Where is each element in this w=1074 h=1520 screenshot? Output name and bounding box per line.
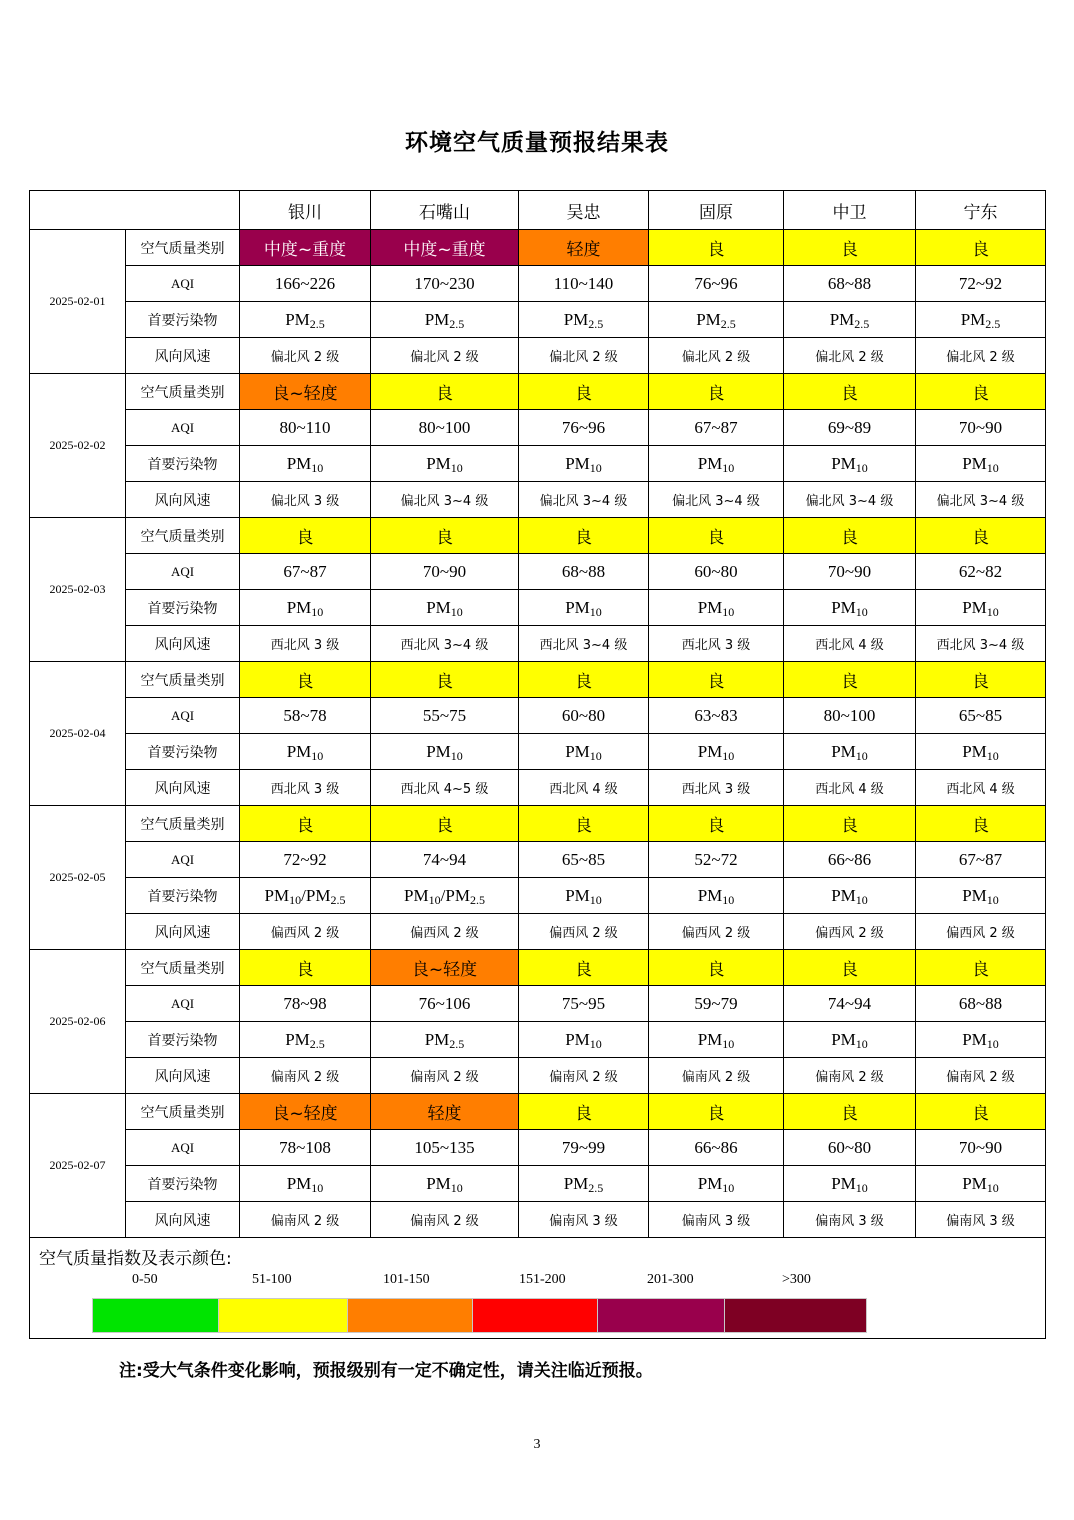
aqi-value-cell: 62~82 [916,554,1046,590]
row-label-pollutant: 首要污染物 [126,1022,240,1058]
pollutant-cell: $PM_{10}$ [916,734,1046,770]
aqi-category-cell: 良 [371,374,519,410]
pollutant-cell: $PM_{2.5}$ [240,302,371,338]
category-row [30,374,1046,410]
wind-cell: 偏西风 2 级 [371,914,519,950]
legend [30,1238,1045,1338]
pollutant-cell: $PM_{10}$ [371,734,519,770]
aqi-value-cell: 52~72 [649,842,784,878]
forecast-table [29,190,1046,1339]
aqi-category-cell: 轻度 [371,1094,519,1130]
date-cell: 2025-02-05 [30,806,126,950]
aqi-row [30,410,1046,446]
aqi-value-cell: 66~86 [784,842,916,878]
wind-cell: 西北风 3 级 [240,770,371,806]
wind-cell: 偏西风 2 级 [519,914,649,950]
aqi-category-cell: 良~轻度 [371,950,519,986]
aqi-category-cell: 良 [649,806,784,842]
pollutant-cell: $PM_{2.5}$ [916,302,1046,338]
aqi-value-cell: 65~85 [916,698,1046,734]
wind-cell: 偏南风 3 级 [649,1202,784,1238]
row-label-wind: 风向风速 [126,338,240,374]
pollutant-cell: $PM_{10}$ [784,590,916,626]
legend-range-label: >300 [782,1272,811,1287]
legend-color-swatch [472,1298,598,1333]
aqi-category-cell: 良 [784,1094,916,1130]
aqi-category-cell: 良 [784,806,916,842]
legend-range-label: 51-100 [252,1272,292,1287]
aqi-value-cell: 55~75 [371,698,519,734]
pollutant-cell: $PM_{10}$ [784,1166,916,1202]
row-label-category: 空气质量类别 [126,230,240,266]
wind-row [30,1058,1046,1094]
wind-cell: 偏西风 2 级 [240,914,371,950]
pollutant-cell: $PM_{10}$ [784,878,916,914]
aqi-category-cell: 良 [916,374,1046,410]
aqi-value-cell: 68~88 [519,554,649,590]
aqi-value-cell: 72~92 [240,842,371,878]
aqi-value-cell: 67~87 [916,842,1046,878]
wind-row [30,482,1046,518]
aqi-category-cell: 良 [649,1094,784,1130]
wind-cell: 偏北风 3~4 级 [519,482,649,518]
aqi-value-cell: 58~78 [240,698,371,734]
date-cell: 2025-02-04 [30,662,126,806]
aqi-category-cell: 良 [371,662,519,698]
pollutant-cell: $PM_{10}$ [649,590,784,626]
aqi-value-cell: 76~96 [649,266,784,302]
wind-cell: 偏南风 3 级 [916,1202,1046,1238]
aqi-category-cell: 良 [240,662,371,698]
legend-title: 空气质量指数及表示颜色: [39,1249,232,1269]
row-label-wind: 风向风速 [126,1202,240,1238]
wind-row [30,338,1046,374]
wind-cell: 偏西风 2 级 [784,914,916,950]
pollutant-cell: $PM_{10}$ [371,1166,519,1202]
aqi-row [30,698,1046,734]
aqi-row [30,986,1046,1022]
pollutant-cell: $PM_{10}$ [784,734,916,770]
aqi-category-cell: 良 [649,950,784,986]
aqi-value-cell: 105~135 [371,1130,519,1166]
pollutant-row [30,1022,1046,1058]
date-cell: 2025-02-02 [30,374,126,518]
wind-cell: 西北风 3 级 [240,626,371,662]
pollutant-cell: $PM_{2.5}$ [519,1166,649,1202]
aqi-category-cell: 良 [784,374,916,410]
aqi-category-cell: 中度~重度 [240,230,371,266]
pollutant-cell: $PM_{10}$ [916,1022,1046,1058]
pollutant-cell: $PM_{10}$ [240,590,371,626]
wind-cell: 西北风 3~4 级 [371,626,519,662]
aqi-category-cell: 良 [784,518,916,554]
pollutant-cell: $PM_{2.5}$ [240,1022,371,1058]
row-label-pollutant: 首要污染物 [126,590,240,626]
wind-cell: 偏南风 2 级 [916,1058,1046,1094]
aqi-category-cell: 良 [519,374,649,410]
row-label-pollutant: 首要污染物 [126,302,240,338]
wind-cell: 偏西风 2 级 [916,914,1046,950]
city-header: 宁东 [916,191,1046,230]
city-header: 吴忠 [519,191,649,230]
pollutant-cell: $PM_{2.5}$ [371,1022,519,1058]
pollutant-row [30,878,1046,914]
wind-cell: 偏南风 3 级 [784,1202,916,1238]
aqi-category-cell: 良 [519,950,649,986]
pollutant-cell: $PM_{10}$ [649,1166,784,1202]
aqi-value-cell: 67~87 [240,554,371,590]
aqi-value-cell: 75~95 [519,986,649,1022]
aqi-value-cell: 60~80 [649,554,784,590]
row-label-wind: 风向风速 [126,770,240,806]
pollutant-cell: $PM_{10}$ [240,734,371,770]
row-label-category: 空气质量类别 [126,950,240,986]
pollutant-cell: $PM_{10}$ [916,878,1046,914]
pollutant-cell: $PM_{10}$ [649,734,784,770]
pollutant-row [30,734,1046,770]
wind-cell: 偏北风 2 级 [519,338,649,374]
aqi-category-cell: 良 [649,662,784,698]
aqi-value-cell: 78~108 [240,1130,371,1166]
pollutant-cell: $PM_{10}$ [649,446,784,482]
aqi-category-cell: 中度~重度 [371,230,519,266]
pollutant-cell: $PM_{2.5}$ [784,302,916,338]
page-number: 3 [533,1437,541,1452]
wind-cell: 西北风 4 级 [519,770,649,806]
row-label-category: 空气质量类别 [126,518,240,554]
aqi-value-cell: 60~80 [784,1130,916,1166]
row-label-aqi: AQI [126,410,240,446]
aqi-value-cell: 80~100 [784,698,916,734]
aqi-value-cell: 59~79 [649,986,784,1022]
aqi-value-cell: 170~230 [371,266,519,302]
legend-range-label: 101-150 [383,1272,430,1287]
row-label-pollutant: 首要污染物 [126,1166,240,1202]
aqi-row [30,266,1046,302]
aqi-category-cell: 良 [649,374,784,410]
aqi-value-cell: 68~88 [784,266,916,302]
pollutant-cell: $PM_{10}$ [519,446,649,482]
aqi-category-cell: 良 [784,230,916,266]
aqi-category-cell: 良 [916,806,1046,842]
row-label-category: 空气质量类别 [126,1094,240,1130]
forecast-note: 注:受大气条件变化影响，预报级别有一定不确定性，请关注临近预报。 [119,1361,653,1381]
wind-cell: 偏北风 3~4 级 [916,482,1046,518]
wind-cell: 西北风 4 级 [916,770,1046,806]
aqi-value-cell: 80~110 [240,410,371,446]
aqi-category-cell: 良 [784,662,916,698]
page-title: 环境空气质量预报结果表 [405,130,669,156]
wind-cell: 偏南风 2 级 [519,1058,649,1094]
pollutant-row [30,1166,1046,1202]
aqi-value-cell: 70~90 [916,410,1046,446]
pollutant-row [30,446,1046,482]
aqi-value-cell: 69~89 [784,410,916,446]
row-label-aqi: AQI [126,554,240,590]
aqi-value-cell: 66~86 [649,1130,784,1166]
pollutant-cell: $PM_{10}$ [519,734,649,770]
pollutant-cell: $PM_{10}$ [784,1022,916,1058]
pollutant-cell: $PM_{10}$ [371,446,519,482]
header-row [30,191,1046,230]
aqi-category-cell: 良 [649,230,784,266]
aqi-value-cell: 65~85 [519,842,649,878]
corner-cell [30,191,240,230]
aqi-value-cell: 80~100 [371,410,519,446]
aqi-category-cell: 良 [916,230,1046,266]
aqi-category-cell: 良~轻度 [240,1094,371,1130]
date-cell: 2025-02-06 [30,950,126,1094]
pollutant-cell: $PM_{10}$ [240,446,371,482]
aqi-category-cell: 良 [371,518,519,554]
aqi-category-cell: 良 [240,806,371,842]
wind-cell: 偏北风 2 级 [371,338,519,374]
legend-row [30,1238,1046,1339]
aqi-value-cell: 74~94 [371,842,519,878]
wind-cell: 偏南风 2 级 [240,1058,371,1094]
wind-row [30,626,1046,662]
city-header: 固原 [649,191,784,230]
date-cell: 2025-02-03 [30,518,126,662]
aqi-row [30,554,1046,590]
aqi-category-cell: 良 [519,806,649,842]
wind-row [30,770,1046,806]
wind-row [30,914,1046,950]
row-label-category: 空气质量类别 [126,806,240,842]
pollutant-cell: $PM_{2.5}$ [649,302,784,338]
row-label-wind: 风向风速 [126,626,240,662]
pollutant-cell: $PM_{10}/PM_{2.5}$ [240,878,371,914]
aqi-value-cell: 78~98 [240,986,371,1022]
wind-cell: 偏北风 2 级 [916,338,1046,374]
row-label-pollutant: 首要污染物 [126,878,240,914]
wind-cell: 偏南风 2 级 [371,1202,519,1238]
pollutant-cell: $PM_{10}$ [784,446,916,482]
aqi-value-cell: 67~87 [649,410,784,446]
wind-cell: 偏西风 2 级 [649,914,784,950]
row-label-pollutant: 首要污染物 [126,734,240,770]
pollutant-cell: $PM_{10}$ [519,878,649,914]
aqi-value-cell: 110~140 [519,266,649,302]
aqi-value-cell: 70~90 [371,554,519,590]
wind-cell: 西北风 3~4 级 [519,626,649,662]
aqi-category-cell: 良 [916,518,1046,554]
city-header: 石嘴山 [371,191,519,230]
pollutant-cell: $PM_{2.5}$ [371,302,519,338]
legend-color-swatch [597,1298,725,1333]
aqi-category-cell: 良 [240,950,371,986]
aqi-category-cell: 良~轻度 [240,374,371,410]
wind-cell: 偏南风 2 级 [784,1058,916,1094]
city-header: 银川 [240,191,371,230]
wind-cell: 偏北风 3 级 [240,482,371,518]
pollutant-cell: $PM_{10}$ [371,590,519,626]
date-cell: 2025-02-07 [30,1094,126,1238]
aqi-category-cell: 良 [519,1094,649,1130]
aqi-category-cell: 良 [916,662,1046,698]
wind-cell: 西北风 4~5 级 [371,770,519,806]
row-label-aqi: AQI [126,698,240,734]
wind-cell: 西北风 3~4 级 [916,626,1046,662]
pollutant-cell: $PM_{10}/PM_{2.5}$ [371,878,519,914]
aqi-value-cell: 70~90 [916,1130,1046,1166]
row-label-aqi: AQI [126,986,240,1022]
pollutant-row [30,302,1046,338]
aqi-value-cell: 72~92 [916,266,1046,302]
pollutant-cell: $PM_{2.5}$ [519,302,649,338]
legend-color-swatch [218,1298,348,1333]
category-row [30,662,1046,698]
legend-color-swatch [724,1298,867,1333]
date-cell: 2025-02-01 [30,230,126,374]
wind-row [30,1202,1046,1238]
wind-cell: 偏北风 2 级 [649,338,784,374]
row-label-pollutant: 首要污染物 [126,446,240,482]
city-header: 中卫 [784,191,916,230]
pollutant-cell: $PM_{10}$ [916,446,1046,482]
row-label-aqi: AQI [126,1130,240,1166]
wind-cell: 西北风 3 级 [649,626,784,662]
aqi-category-cell: 良 [371,806,519,842]
wind-cell: 西北风 4 级 [784,626,916,662]
wind-cell: 偏南风 2 级 [240,1202,371,1238]
aqi-value-cell: 79~99 [519,1130,649,1166]
row-label-wind: 风向风速 [126,482,240,518]
row-label-aqi: AQI [126,842,240,878]
row-label-category: 空气质量类别 [126,662,240,698]
aqi-value-cell: 76~96 [519,410,649,446]
pollutant-cell: $PM_{10}$ [916,590,1046,626]
aqi-category-cell: 良 [519,518,649,554]
aqi-category-cell: 良 [784,950,916,986]
legend-color-swatch [347,1298,473,1333]
wind-cell: 偏北风 3~4 级 [371,482,519,518]
aqi-category-cell: 良 [519,662,649,698]
aqi-category-cell: 良 [916,1094,1046,1130]
pollutant-cell: $PM_{10}$ [519,1022,649,1058]
aqi-value-cell: 63~83 [649,698,784,734]
wind-cell: 西北风 4 级 [784,770,916,806]
category-row [30,1094,1046,1130]
row-label-aqi: AQI [126,266,240,302]
category-row [30,230,1046,266]
wind-cell: 偏北风 2 级 [784,338,916,374]
aqi-category-cell: 良 [916,950,1046,986]
wind-cell: 偏北风 3~4 级 [784,482,916,518]
legend-range-label: 151-200 [519,1272,566,1287]
aqi-category-cell: 良 [649,518,784,554]
aqi-category-cell: 良 [240,518,371,554]
aqi-row [30,1130,1046,1166]
aqi-value-cell: 68~88 [916,986,1046,1022]
pollutant-cell: $PM_{10}$ [916,1166,1046,1202]
row-label-wind: 风向风速 [126,914,240,950]
pollutant-row [30,590,1046,626]
row-label-category: 空气质量类别 [126,374,240,410]
aqi-value-cell: 166~226 [240,266,371,302]
legend-cell [30,1238,1046,1339]
aqi-value-cell: 76~106 [371,986,519,1022]
legend-range-label: 201-300 [647,1272,694,1287]
wind-cell: 偏南风 3 级 [519,1202,649,1238]
category-row [30,950,1046,986]
category-row [30,806,1046,842]
wind-cell: 西北风 3 级 [649,770,784,806]
wind-cell: 偏北风 3~4 级 [649,482,784,518]
legend-color-swatch [92,1298,219,1333]
row-label-wind: 风向风速 [126,1058,240,1094]
pollutant-cell: $PM_{10}$ [240,1166,371,1202]
wind-cell: 偏北风 2 级 [240,338,371,374]
wind-cell: 偏南风 2 级 [649,1058,784,1094]
pollutant-cell: $PM_{10}$ [519,590,649,626]
wind-cell: 偏南风 2 级 [371,1058,519,1094]
aqi-value-cell: 74~94 [784,986,916,1022]
category-row [30,518,1046,554]
aqi-value-cell: 70~90 [784,554,916,590]
legend-range-label: 0-50 [132,1272,158,1287]
aqi-row [30,842,1046,878]
aqi-category-cell: 轻度 [519,230,649,266]
pollutant-cell: $PM_{10}$ [649,1022,784,1058]
pollutant-cell: $PM_{10}$ [649,878,784,914]
aqi-value-cell: 60~80 [519,698,649,734]
